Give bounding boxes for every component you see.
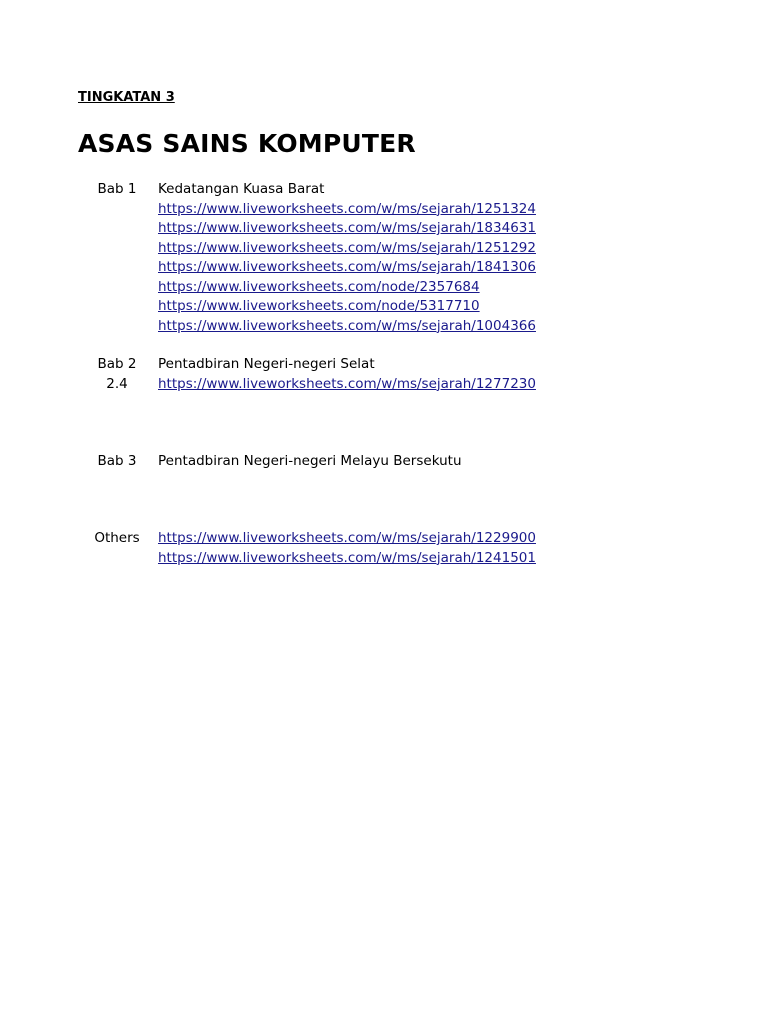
link-row — [78, 219, 638, 239]
section-others — [78, 529, 638, 568]
subchapter-label: 2.4 — [106, 375, 128, 392]
chapter-heading: Pentadbiran Negeri-negeri Selat — [158, 356, 375, 372]
link-row — [78, 297, 638, 317]
worksheet-link[interactable]: https://www.liveworksheets.com/w/ms/sejarah/1004366 — [158, 317, 536, 334]
chapter-label: Bab 3 — [97, 453, 137, 469]
link-row — [78, 529, 638, 549]
link-row — [78, 278, 638, 298]
chapter-label: Others — [94, 530, 140, 546]
worksheet-link[interactable]: https://www.liveworksheets.com/w/ms/sejarah/1251292 — [158, 239, 536, 256]
chapter-label: Bab 2 — [97, 356, 137, 372]
worksheet-link[interactable]: https://www.liveworksheets.com/w/ms/sejarah/1251324 — [158, 200, 536, 217]
section-bab-2 — [78, 355, 638, 394]
link-row — [78, 258, 638, 278]
worksheet-link[interactable]: https://www.liveworksheets.com/node/2357684 — [158, 278, 480, 295]
chapter-heading: Kedatangan Kuasa Barat — [158, 181, 325, 197]
worksheet-link[interactable]: https://www.liveworksheets.com/w/ms/sejarah/1241501 — [158, 549, 536, 566]
level-heading: TINGKATAN 3 — [78, 90, 175, 105]
section-heading-row — [78, 355, 638, 375]
page-title: ASAS SAINS KOMPUTER — [78, 129, 416, 158]
chapter-heading: Pentadbiran Negeri-negeri Melayu Bersekutu — [158, 453, 462, 469]
worksheet-link[interactable]: https://www.liveworksheets.com/w/ms/sejarah/1841306 — [158, 259, 536, 275]
link-row — [78, 317, 638, 337]
link-row — [78, 549, 638, 569]
section-heading-row — [78, 452, 638, 472]
link-row — [78, 200, 638, 220]
link-row — [78, 375, 638, 395]
link-row — [78, 239, 638, 259]
worksheet-link[interactable]: https://www.liveworksheets.com/w/ms/sejarah/1834631 — [158, 220, 536, 236]
section-bab-3 — [78, 452, 638, 472]
section-bab-1 — [78, 180, 638, 336]
worksheet-link[interactable]: https://www.liveworksheets.com/w/ms/sejarah/1277230 — [158, 375, 536, 392]
worksheet-link[interactable]: https://www.liveworksheets.com/w/ms/sejarah/1229900 — [158, 530, 536, 546]
worksheet-link[interactable]: https://www.liveworksheets.com/node/5317710 — [158, 298, 480, 314]
chapter-label: Bab 1 — [97, 181, 137, 197]
section-heading-row — [78, 180, 638, 200]
